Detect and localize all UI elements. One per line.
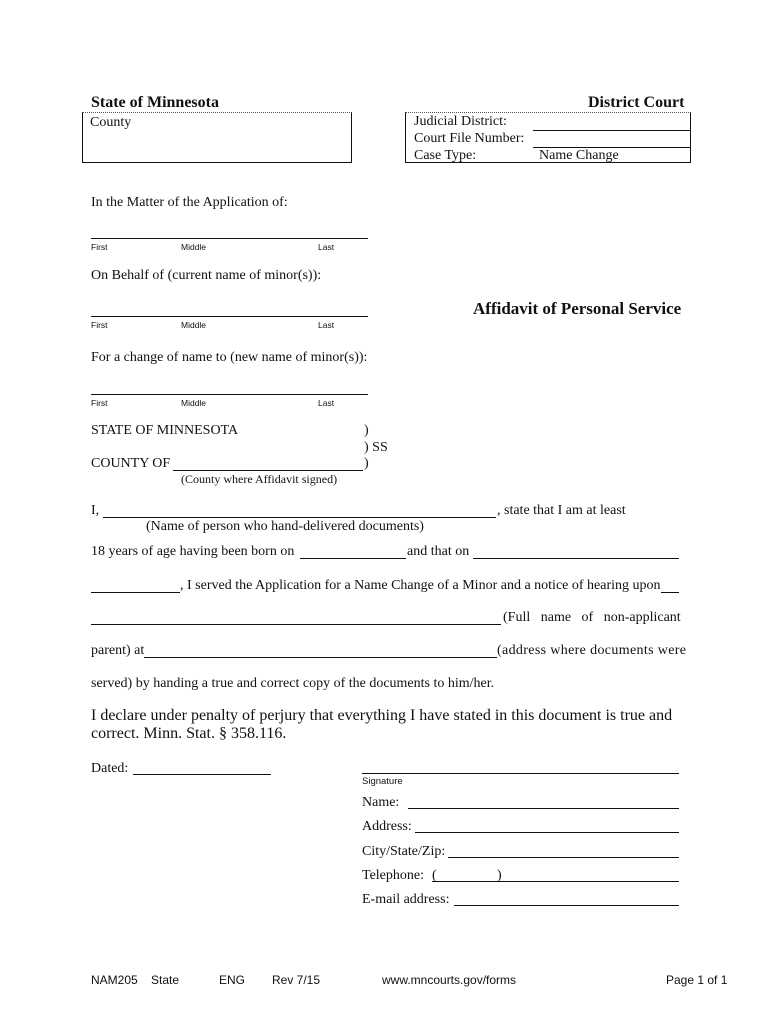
- middle-label: Middle: [181, 242, 207, 252]
- email-field[interactable]: [454, 905, 679, 906]
- venue-paren-1: ): [364, 423, 369, 438]
- venue-paren-3: ): [364, 456, 369, 471]
- behalf-of-label: On Behalf of (current name of minor(s)):: [91, 268, 322, 283]
- venue-ss: ) SS: [364, 440, 388, 455]
- venue-county-field[interactable]: [173, 470, 363, 471]
- judicial-district-field[interactable]: [533, 130, 691, 131]
- first-label: First: [91, 320, 108, 330]
- middle-label: Middle: [181, 398, 207, 408]
- footer-lang: ENG: [219, 973, 246, 987]
- served-application-text: , I served the Application for a Name Change of a Minor and a notice of hearing upon: [180, 578, 661, 593]
- service-address-field[interactable]: [144, 657, 497, 658]
- parent-at-text: parent) at: [91, 643, 145, 658]
- county-hint: (County where Affidavit signed): [181, 472, 338, 486]
- declaration-line-1: I declare under penalty of perjury that everything I have stated in this document is true and: [91, 707, 673, 724]
- footer-rev: Rev 7/15: [272, 973, 321, 987]
- case-type-label: Case Type:: [414, 148, 477, 163]
- telephone-label: Telephone:: [362, 868, 424, 883]
- county-label: County: [90, 115, 132, 130]
- first-label: First: [91, 242, 108, 252]
- county-box[interactable]: [82, 112, 352, 163]
- served-upon-field-start[interactable]: [661, 592, 679, 593]
- first-label: First: [91, 398, 108, 408]
- declaration-line-2: correct. Minn. Stat. § 358.116.: [91, 725, 287, 742]
- served-by-text: served) by handing a true and correct copy of the documents to him/her.: [91, 676, 495, 691]
- new-minor-name-field[interactable]: [91, 394, 368, 395]
- i-prefix: I,: [91, 503, 100, 518]
- dated-field[interactable]: [133, 774, 271, 775]
- city-state-zip-field[interactable]: [448, 857, 679, 858]
- applicant-name-field[interactable]: [91, 238, 368, 239]
- address-where-text: (address where documents were: [497, 643, 687, 658]
- service-date-field[interactable]: [473, 558, 679, 559]
- name-field[interactable]: [408, 808, 679, 809]
- telephone-field[interactable]: [432, 881, 679, 882]
- footer-scope: State: [151, 973, 180, 987]
- court-file-number-label: Court File Number:: [414, 131, 525, 146]
- footer-page: Page 1 of 1: [666, 973, 728, 987]
- footer-url[interactable]: www.mncourts.gov/forms: [382, 973, 517, 987]
- last-label: Last: [318, 242, 335, 252]
- telephone-open-paren: (: [432, 868, 437, 883]
- state-at-least-text: , state that I am at least: [497, 503, 626, 518]
- footer-form-id: NAM205: [91, 973, 138, 987]
- document-title: Affidavit of Personal Service: [473, 299, 682, 318]
- case-type-value: Name Change: [539, 148, 619, 163]
- full-name-text: (Full name of non-applicant: [503, 610, 681, 625]
- middle-label: Middle: [181, 320, 207, 330]
- case-info-box: [405, 112, 691, 163]
- birth-date-field[interactable]: [300, 558, 406, 559]
- service-date-cont-field[interactable]: [91, 592, 180, 593]
- name-label: Name:: [362, 795, 400, 810]
- last-label: Last: [318, 398, 335, 408]
- venue-county-label: COUNTY OF: [91, 456, 171, 471]
- state-heading: State of Minnesota: [91, 94, 219, 111]
- court-heading: District Court: [588, 94, 685, 111]
- telephone-close-paren: ): [497, 868, 502, 883]
- address-label: Address:: [362, 819, 412, 834]
- age-born-text: 18 years of age having been born on: [91, 544, 295, 559]
- signature-label: Signature: [362, 776, 403, 787]
- server-name-hint: (Name of person who hand-delivered documents): [146, 519, 424, 534]
- email-label: E-mail address:: [362, 892, 450, 907]
- dated-label: Dated:: [91, 761, 129, 776]
- non-applicant-name-field[interactable]: [91, 624, 501, 625]
- server-name-field[interactable]: [103, 517, 496, 518]
- venue-state: STATE OF MINNESOTA: [91, 423, 239, 438]
- last-label: Last: [318, 320, 335, 330]
- matter-of-label: In the Matter of the Application of:: [91, 195, 288, 210]
- current-minor-name-field[interactable]: [91, 316, 368, 317]
- and-that-on-text: and that on: [407, 544, 470, 559]
- judicial-district-label: Judicial District:: [414, 114, 507, 129]
- city-state-zip-label: City/State/Zip:: [362, 844, 446, 859]
- address-field[interactable]: [415, 832, 679, 833]
- signature-field[interactable]: [362, 773, 679, 774]
- change-to-label: For a change of name to (new name of minor(s)):: [91, 350, 368, 365]
